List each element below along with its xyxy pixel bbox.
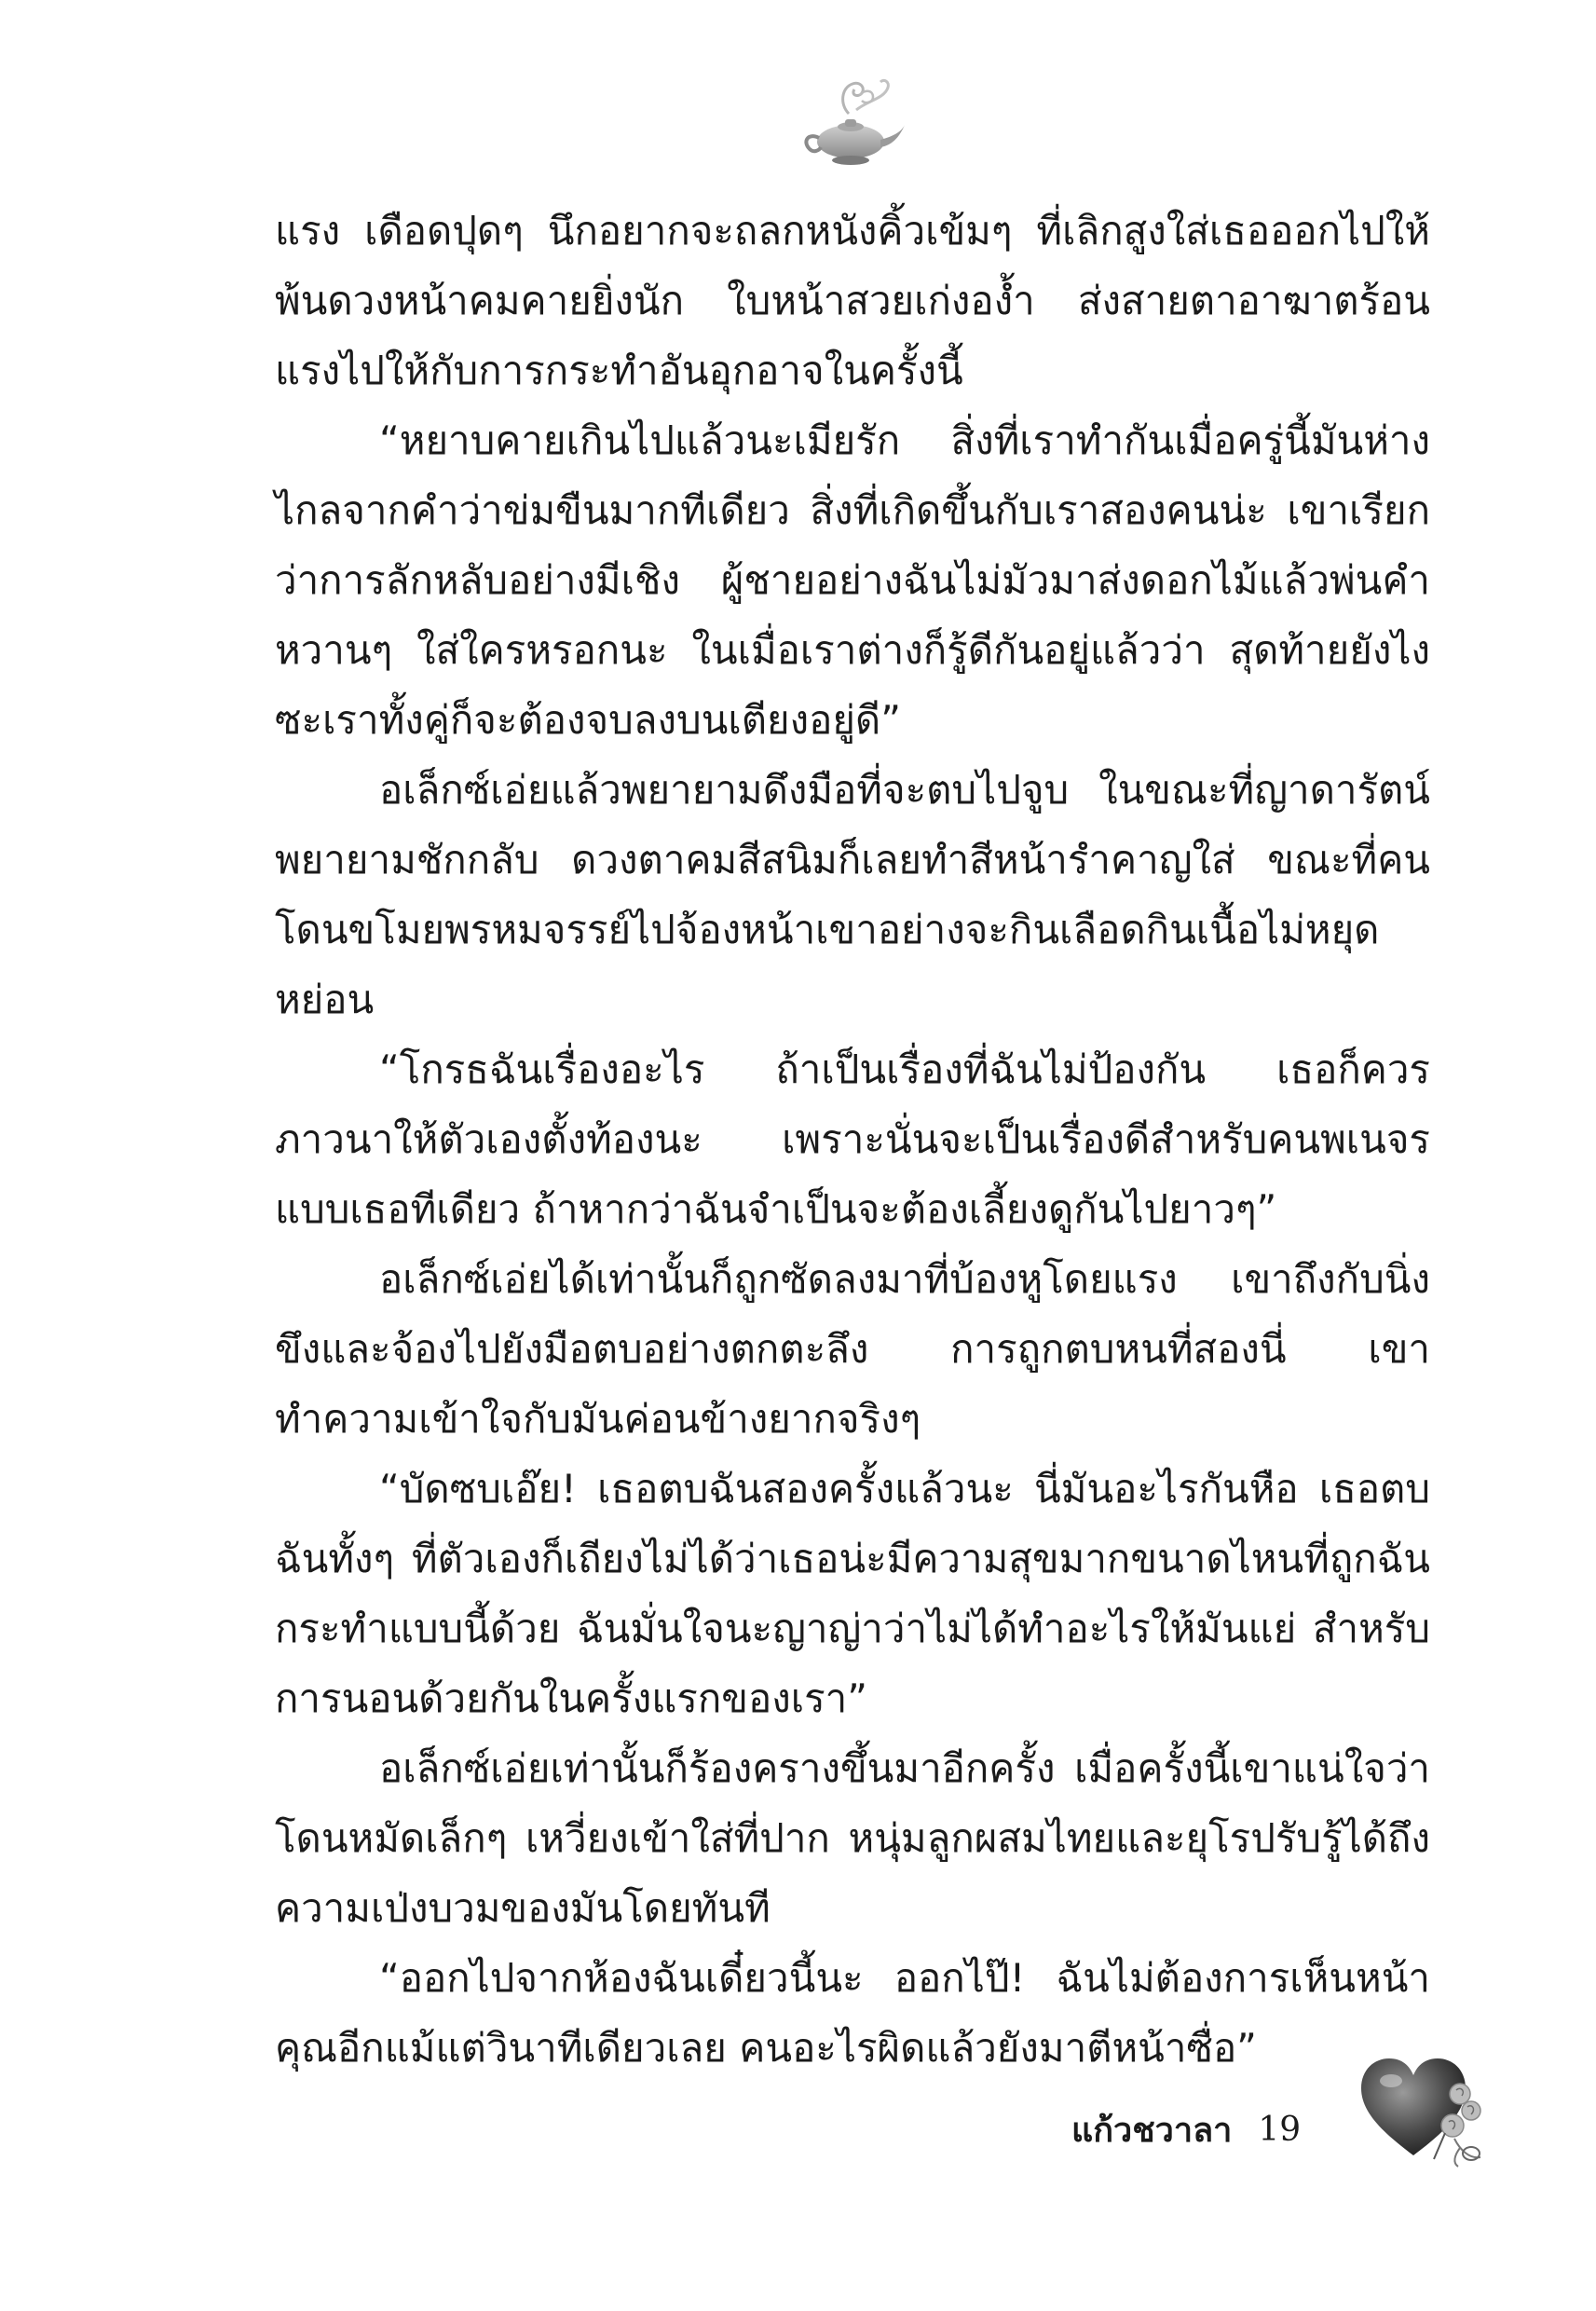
paragraph-2: “หยาบคายเกินไปแล้วนะเมียรัก สิ่งที่เราทำกันเมื่อครู่นี้มันห่างไกลจากคำว่าข่มขืนมากทีเดียว สิ่งที่เกิดขึ้นกับเราสองคนน่ะ เขาเรียกว่าการลักหลับอย่างมีเชิง ผู้ชายอย่างฉันไม่มัวมาส่งดอกไม้แล้วพ่นคำหวานๆ ใส่ใครหรอกนะ ในเมื่อเราต่างก็รู้ดีกันอยู่แล้วว่า สุดท้ายยังไงซะเราทั้งคู่ก็จะต้องจบลงบนเตียงอยู่ดี” [275,417,1430,743]
heart-roses-icon [1356,2036,1495,2176]
genie-lamp-icon [795,67,907,179]
book-title: แก้วชวาลา [1071,2111,1233,2150]
page-footer [1071,2101,1301,2157]
body-text [275,196,1430,2083]
paragraph-3: อเล็กซ์เอ่ยแล้วพยายามดึงมือที่จะตบไปจูบ ในขณะที่ญาดารัตน์พยายามชักกลับ ดวงตาคมสีสนิมก็เลยทำสีหน้ารำคาญใส่ ขณะที่คนโดนขโมยพรหมจรรย์ไปจ้องหน้าเขาอย่างจะกินเลือดกินเนื้อไม่หยุดหย่อน [275,767,1430,1022]
paragraph-8: “ออกไปจากห้องฉันเดี๋ยวนี้นะ ออกไป๊! ฉันไม่ต้องการเห็นหน้าคุณอีกแม้แต่วินาทีเดียวเลย คนอะไรผิดแล้วยังมาตีหน้าซื่อ” [275,1955,1430,2071]
paragraph-5: อเล็กซ์เอ่ยได้เท่านั้นก็ถูกซัดลงมาที่บ้องหูโดยแรง เขาถึงกับนิ่งขึงและจ้องไปยังมือตบอย่างตกตะลึง การถูกตบหนที่สองนี่ เขาทำความเข้าใจกับมันค่อนข้างยากจริงๆ [275,1256,1430,1442]
paragraph-1: แรง เดือดปุดๆ นึกอยากจะถลกหนังคิ้วเข้มๆ ที่เลิกสูงใส่เธอออกไปให้พ้นดวงหน้าคมคายยิ่งนัก ใบหน้าสวยเก่งอง้ำ ส่งสายตาอาฆาตร้อนแรงไปให้กับการกระทำอันอุกอาจในครั้งนี้ [275,208,1430,393]
page-number: 19 [1258,2110,1302,2149]
paragraph-7: อเล็กซ์เอ่ยเท่านั้นก็ร้องครางขึ้นมาอีกครั้ง เมื่อครั้งนี้เขาแน่ใจว่าโดนหมัดเล็กๆ เหวี่ยงเข้าใส่ที่ปาก หนุ่มลูกผสมไทยและยุโรปรับรู้ได้ถึงความเป่งบวมของมันโดยทันที [275,1745,1430,1931]
paragraph-6: “บัดซบเอ๊ย! เธอตบฉันสองครั้งแล้วนะ นี่มันอะไรกันหือ เธอตบฉันทั้งๆ ที่ตัวเองก็เถียงไม่ได้ว่าเธอน่ะมีความสุขมากขนาดไหนที่ถูกฉันกระทำแบบนี้ด้วย ฉันมั่นใจนะญาญ่าว่าไม่ได้ทำอะไรให้มันแย่ สำหรับการนอนด้วยกันในครั้งแรกของเรา” [275,1466,1430,1721]
paragraph-4: “โกรธฉันเรื่องอะไร ถ้าเป็นเรื่องที่ฉันไม่ป้องกัน เธอก็ควรภาวนาให้ตัวเองตั้งท้องนะ เพราะนั่นจะเป็นเรื่องดีสำหรับคนพเนจรแบบเธอทีเดียว ถ้าหากว่าฉันจำเป็นจะต้องเลี้ยงดูกันไปยาวๆ” [275,1046,1430,1232]
